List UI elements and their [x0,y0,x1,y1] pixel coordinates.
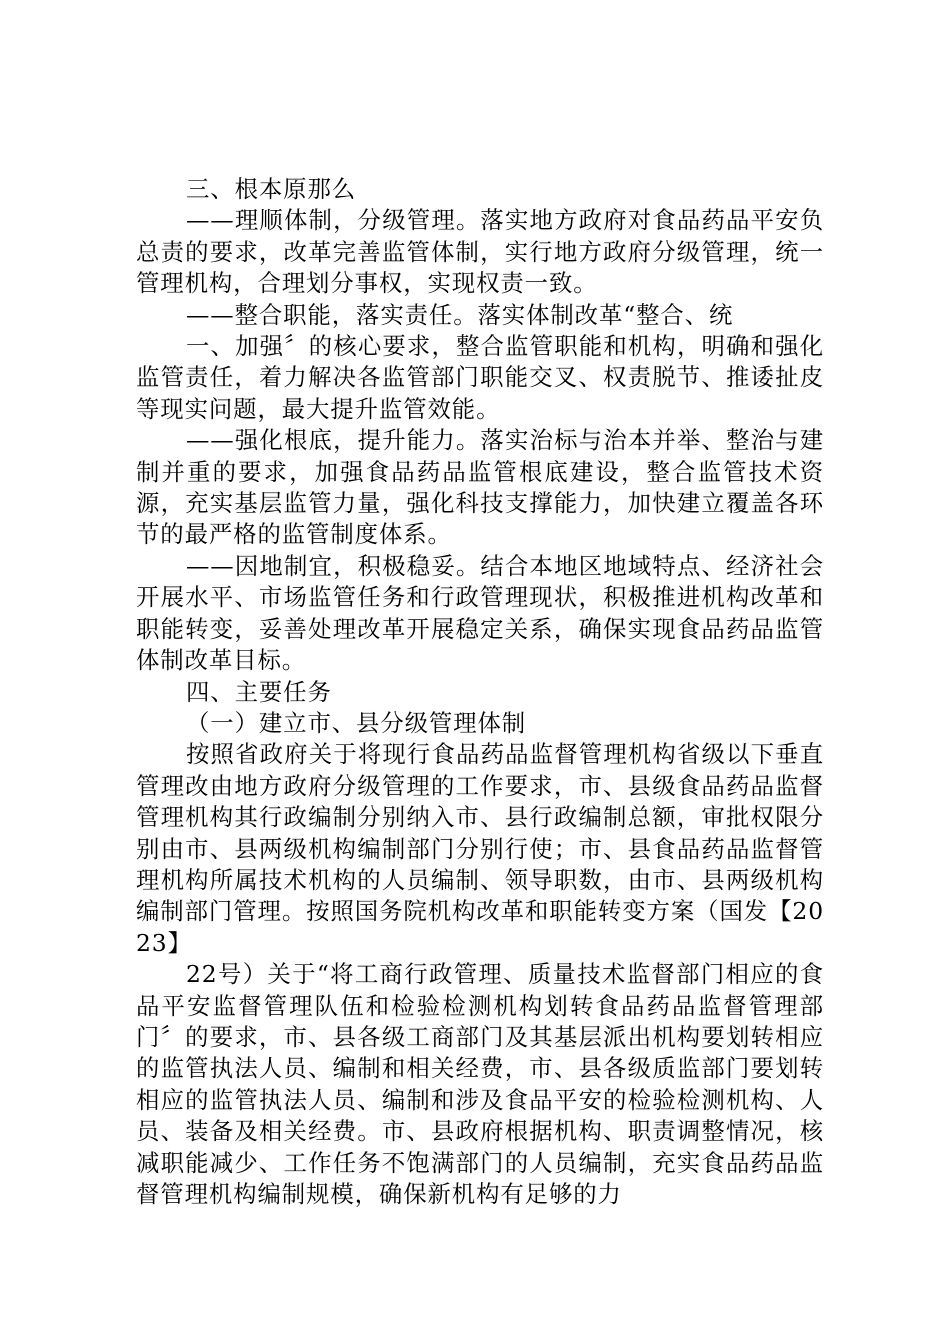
paragraph-principle-4: ——因地制宜，积极稳妥。结合本地区地域特点、经济社会开展水平、市场监管任务和行政管理现状，积极推进机构改革和职能转变，妥善处理改革开展稳定关系，确保实现食品药品监管体制改革目标。 [136,551,824,675]
paragraph-principle-2-cont: 一、加强〞的核心要求，整合监管职能和机构，明确和强化监管责任，着力解决各监管部门职能交叉、权责脱节、推诿扯皮等现实问题，最大提升监管效能。 [136,332,824,423]
paragraph-task-1-cont: 22号）关于“将工商行政管理、质量技术监督部门相应的食品平安监督管理队伍和检验检测机构划转食品药品监督管理部门〞的要求，市、县各级工商部门及其基层派出机构要划转相应的监管执法人员、编制和相关经费，市、县各级质监部门要划转相应的监管执法人员、编制和涉及食品平安的检验检测机构、人员、装备及相关经费。市、县政府根据机构、职责调整情况，核减职能减少、工作任务不饱满部门的人员编制，充实食品药品监督管理机构编制规模，确保新机构有足够的力 [136,960,824,1208]
section-heading-tasks: 四、主要任务 [186,677,332,706]
paragraph-principle-3: ——强化根底，提升能力。落实治标与治本并举、整治与建制并重的要求，加强食品药品监管根底建设，整合监管技术资源，充实基层监管力量，强化科技支撑能力，加快建立覆盖各环节的最严格的监管制度体系。 [136,426,824,549]
section-heading-principles: 三、根本原那么 [186,175,357,203]
paragraph-task-1: 按照省政府关于将现行食品药品监督管理机构省级以下垂直管理改由地方政府分级管理的工作要求，市、县级食品药品监督管理机构其行政编制分别纳入市、县行政编制总额，审批权限分别由市、县两级机构编制部门分别行使；市、县食品药品监督管理机构所属技术机构的人员编制、领导职数，由市、县两级机构编制部门管理。按照国务院机构改革和职能转变方案（国发【2023】 [136,740,824,957]
paragraph-principle-2: ——整合职能，落实责任。落实体制改革“整合、统 [186,300,734,329]
subsection-heading-1: （一）建立市、县分级管理体制 [186,708,527,737]
document-body [136,174,824,1210]
paragraph-principle-1: ——理顺体制，分级管理。落实地方政府对食品药品平安负总责的要求，改革完善监管体制，实行地方政府分级管理，统一管理机构，合理划分事权，实现权责一致。 [136,206,824,298]
